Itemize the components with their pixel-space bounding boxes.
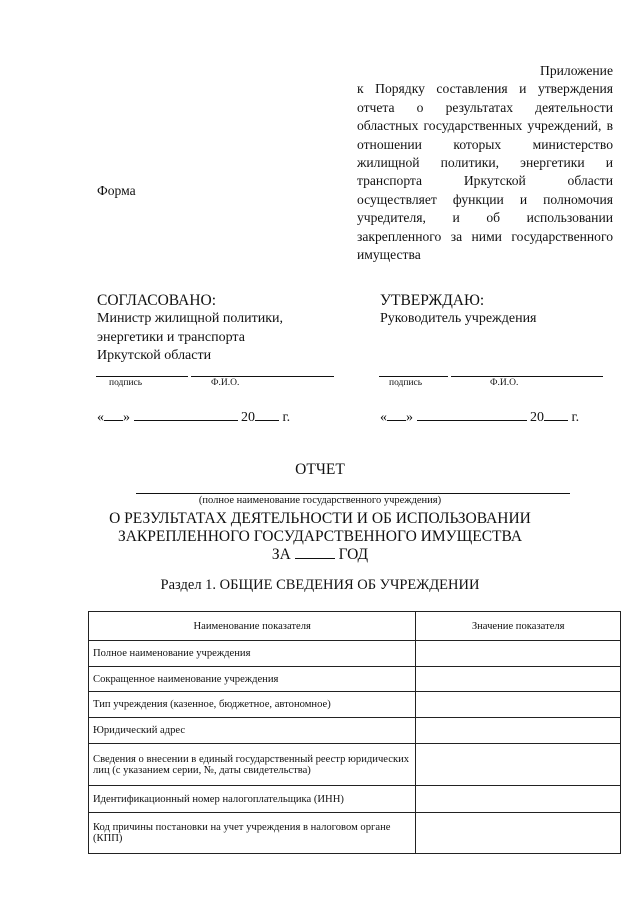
table-header-value: Значение показателя: [416, 612, 621, 641]
approved-signature-line[interactable]: [379, 376, 448, 377]
table-row: [89, 718, 621, 744]
approved-year-prefix: 20: [530, 410, 544, 425]
report-word: ОТЧЕТ: [295, 461, 345, 478]
approved-name-caption: Ф.И.О.: [490, 378, 519, 388]
report-title-line-1: О РЕЗУЛЬТАТАХ ДЕЯТЕЛЬНОСТИ И ОБ ИСПОЛЬЗОВАНИИ: [109, 510, 531, 527]
table-row: [89, 786, 621, 813]
agreed-date: [97, 409, 290, 426]
agreed-title: СОГЛАСОВАНО:: [97, 292, 217, 309]
table-row-label: Идентификационный номер налогоплательщика (ИНН): [89, 786, 416, 813]
agreed-signature-line[interactable]: [96, 376, 188, 377]
table-row-value-cell[interactable]: [416, 692, 621, 718]
table-row-label: Тип учреждения (казенное, бюджетное, автономное): [89, 692, 416, 718]
table-row-label: Код причины постановки на учет учреждения в налоговом органе (КПП): [89, 813, 416, 854]
table-row-label: Сокращенное наименование учреждения: [89, 667, 416, 692]
approved-date-close: »: [406, 410, 413, 425]
table-row: [89, 692, 621, 718]
report-year-prefix: ЗА: [271, 546, 291, 563]
table-header-row: [89, 612, 621, 641]
table-row-label: Сведения о внесении в единый государственный реестр юридических лиц (с указанием серии, №, даты свидетельства): [89, 744, 416, 786]
agreed-year-prefix: 20: [241, 410, 255, 425]
table-row-value-cell[interactable]: [416, 786, 621, 813]
agreed-date-close: »: [123, 410, 130, 425]
approved-year-suffix: г.: [571, 410, 580, 425]
table-row: [89, 744, 621, 786]
table-row: [89, 641, 621, 667]
table-row-value-cell[interactable]: [416, 718, 621, 744]
general-info-table: [88, 611, 621, 854]
report-year-field[interactable]: [295, 545, 335, 559]
approved-month-field[interactable]: [417, 409, 527, 421]
agreed-line-2: энергетики и транспорта: [97, 329, 245, 345]
agreed-year-field[interactable]: [255, 409, 279, 421]
agreed-signature-caption: подпись: [109, 378, 143, 388]
approved-name-line[interactable]: [451, 376, 603, 377]
approved-title: УТВЕРЖДАЮ:: [380, 292, 485, 309]
approved-line-1: Руководитель учреждения: [380, 311, 537, 326]
report-year: [0, 545, 640, 564]
table-row-label: Полное наименование учреждения: [89, 641, 416, 667]
table-row-value-cell[interactable]: [416, 813, 621, 854]
approved-date: [380, 409, 579, 426]
agreed-day-field[interactable]: [104, 409, 123, 421]
agreed-name-caption: Ф.И.О.: [211, 378, 240, 388]
approved-year-field[interactable]: [544, 409, 568, 421]
agreed-year-suffix: г.: [282, 410, 291, 425]
approved-signature-caption: подпись: [389, 378, 423, 388]
appendix-text: к Порядку составления и утверждения отчета о результатах деятельности областных государственных учреждений, в отношении которых министерство жилищной политики, энергетики и транспорта Иркутской области осуществляет функции и полномочия учредителя, и об использовании закрепленного за ними государственного имущества: [357, 81, 613, 263]
table-row: [89, 813, 621, 854]
section-title: Раздел 1. ОБЩИЕ СВЕДЕНИЯ ОБ УЧРЕЖДЕНИИ: [160, 577, 480, 593]
agreed-date-open: «: [97, 410, 104, 425]
org-name-line[interactable]: [136, 493, 570, 494]
agreed-block: [97, 291, 347, 366]
approved-date-open: «: [380, 410, 387, 425]
appendix-heading: Приложение: [540, 63, 613, 78]
org-name-caption: (полное наименование государственного учреждения): [198, 495, 442, 506]
table-row-value-cell[interactable]: [416, 667, 621, 692]
approved-block: [380, 291, 620, 329]
agreed-line-1: Министр жилищной политики,: [97, 311, 284, 326]
appendix-block: [357, 62, 613, 264]
table-row-value-cell[interactable]: [416, 744, 621, 786]
form-label: Форма: [97, 183, 136, 198]
approved-day-field[interactable]: [387, 409, 406, 421]
report-title-line-2: ЗАКРЕПЛЕННОГО ГОСУДАРСТВЕННОГО ИМУЩЕСТВА: [117, 528, 523, 545]
table-row: [89, 667, 621, 692]
report-year-suffix: ГОД: [338, 546, 369, 563]
agreed-name-line[interactable]: [191, 376, 334, 377]
agreed-line-3: Иркутской области: [97, 348, 212, 363]
table-header-indicator: Наименование показателя: [89, 612, 416, 641]
table-row-value-cell[interactable]: [416, 641, 621, 667]
table-row-label: Юридический адрес: [89, 718, 416, 744]
agreed-month-field[interactable]: [134, 409, 238, 421]
